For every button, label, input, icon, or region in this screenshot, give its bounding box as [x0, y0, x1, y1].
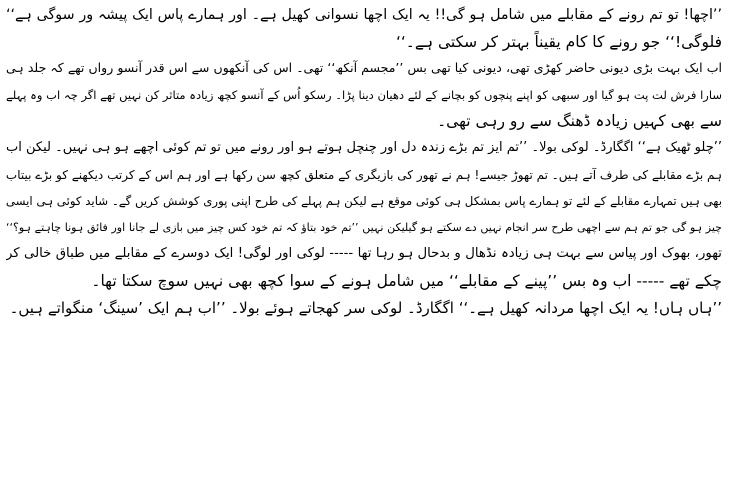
text-line-6: ’’چلو ٹھیک ہے‘‘ اگگارڈ۔ لوکی بولا۔ ’’تم ایز تم بڑے زندہ دل اور چنچل ہوتے ہو اور رونے میں تو تم کوئی اچھے ہو ہی نہیں۔ لیکن اب — [6, 139, 722, 155]
text-line-11: چکے تھے ----- اب وہ بس ’’پینے کے مقابلے‘‘ میں شامل ہونے کے سوا کچھ بھی نہیں سوچ سکتا تھا۔ — [91, 271, 722, 290]
urdu-text-body — [6, 2, 722, 321]
text-line-10: تھور، بھوک اور پیاس سے بہت ہی زیادہ نڈھال و بدحال ہو رہا تھا ----- لوکی اور لوگی! ایک دوسرے کے مقابلے میں طباق خالی کر — [6, 246, 722, 262]
text-line-2: فلوگی!‘‘ جو رونے کا کام یقیناً بہتر کر سکتی ہے۔‘‘ — [395, 32, 722, 51]
text-line-1: ’’اچھا! تو تم رونے کے مقابلے میں شامل ہو گی!! یہ ایک اچھا نسوانی کھیل ہے۔ اور ہمارے پاس ایک پیشہ ور سوگی ہے‘‘ — [6, 7, 722, 23]
text-line-4: سارا فرش لت پت ہو گیا اور سبھی کو اپنے پنچوں کو بچانے کے لئے دھیان دینا پڑا۔ رسکو اُس کے آنسو کچھ زیادہ متاثر کن نہیں تھے اگر چہ اب وہ پہلے — [6, 87, 722, 102]
text-line-12: ’’ہاں ہاں! یہ ایک اچھا مردانہ کھیل ہے۔‘‘ اگگارڈ۔ لوکی سر کھجاتے ہوئے بولا۔ ’’اب ہم ایک ’سینگ‘ منگواتے ہیں۔ — [9, 298, 722, 317]
text-line-3: اب ایک بہت بڑی دیونی حاضر کھڑی تھی، دیونی کیا تھی بس ’’مجسم آنکھ‘‘ تھی۔ اس کی آنکھوں سے اس قدر آنسو رواں تھے کہ جلد ہی — [6, 60, 722, 76]
text-line-5: سے بھی کہیں زیادہ ڈھنگ سے رو رہی تھی۔ — [437, 112, 722, 131]
text-line-9: چیز ہو گی جو تم ہم سے اچھی طرح سر انجام نہیں دے سکتے ہو گیلیکن نہیں ’’تم خود بتاؤ کہ تم خود کس چیز میں بازی لے جانا اور فائق ہونا چاہتے ہو؟‘‘ — [6, 220, 722, 234]
text-line-7: ہم بڑے مقابلے کی طرف آتے ہیں۔ تم تھوڑ جیسے! ہم نے تھور کی بازیگری کے متعلق کچھ سن رکھا ہے اور ہم اس کے کرتب دیکھنے کو بڑے بیتاب — [6, 167, 722, 182]
text-line-8: بھی ہیں تمہارے مقابلے کے لئے تو ہمارے پاس بمشکل ہی کوئی موقع ہے لیکن ہم پہلے کی طرح اپنی پوری کوشش کریں گے۔ شاید کوئی ہی ایسی — [6, 194, 722, 209]
